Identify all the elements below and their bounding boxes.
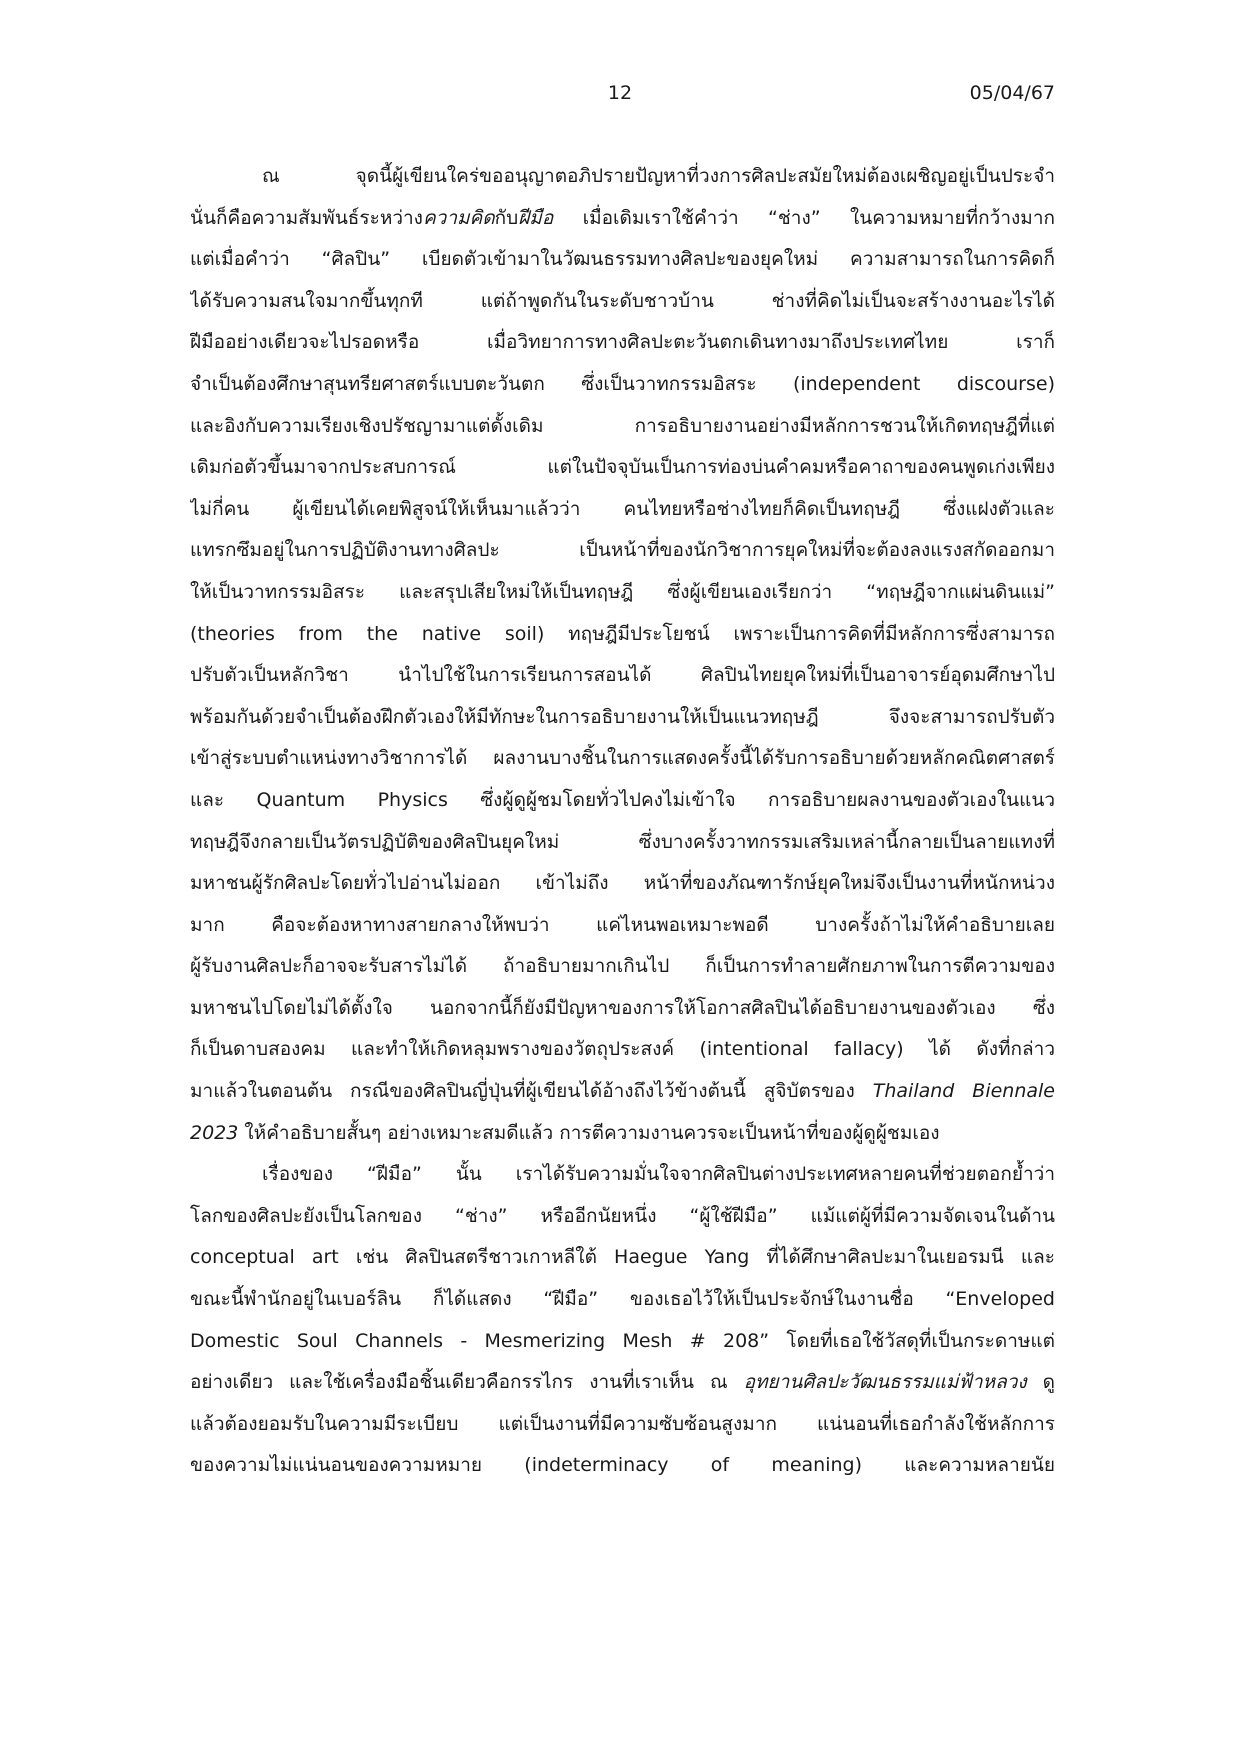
page-date: 05/04/67 (969, 82, 1055, 104)
text-line (190, 1321, 1055, 1363)
text-line (190, 1279, 1055, 1321)
text-span: ของความไม่แน่นอนของความหมาย (indeterminacy of meaning) และความหลายนัย (190, 1454, 1055, 1477)
text-line (190, 738, 1055, 780)
text-line (190, 822, 1055, 864)
text-line (190, 1196, 1055, 1238)
text-line (190, 946, 1055, 988)
text-span: ไม่กี่คน ผู้เขียนได้เคยพิสูจน์ให้เห็นมาแล้วว่า คนไทยหรือช่างไทยก็คิดเป็นทฤษฎี ซึ่งแฝงตัวและ (190, 497, 1055, 520)
italic-text: Thailand Biennale (872, 1080, 1055, 1103)
text-span: ให้คำอธิบายสั้นๆ อย่างเหมาะสมดีแล้ว การตีความงานควรจะเป็นหน้าที่ของผู้ดูผู้ชมเอง (238, 1121, 940, 1144)
text-span: อย่างเดียว และใช้เครื่องมือชิ้นเดียวคือกรรไกร งานที่เราเห็น ณ (190, 1371, 744, 1394)
page-number: 12 (607, 82, 633, 104)
text-span: เมื่อเดิมเราใช้คำว่า “ช่าง” ในความหมายที่กว้างมาก (553, 206, 1055, 229)
text-span: ดู (1026, 1371, 1055, 1394)
text-span: มาแล้วในตอนต้น กรณีของศิลปินญี่ปุ่นที่ผู้เขียนได้อ้างถึงไว้ข้างต้นนี้ สูจิบัตรของ (190, 1080, 873, 1103)
text-span: จำเป็นต้องศึกษาสุนทรียศาสตร์แบบตะวันตก ซึ่งเป็นวาทกรรมอิสระ (independent discourse) (190, 372, 1055, 395)
text-line (190, 156, 1055, 198)
text-span: Domestic Soul Channels - Mesmerizing Mesh # 208” โดยที่เธอใช้วัสดุที่เป็นกระดาษแต่ (190, 1329, 1055, 1352)
text-line (190, 780, 1055, 822)
paragraph-1 (190, 156, 1055, 1154)
text-span: ขณะนี้พำนักอยู่ในเบอร์ลิน ก็ได้แสดง “ฝีมือ” ของเธอไว้ให้เป็นประจักษ์ในงานชื่อ “Enveloped (190, 1288, 1055, 1311)
text-span: เรื่องของ “ฝีมือ” นั้น เราได้รับความมั่นใจจากศิลปินต่างประเทศหลายคนที่ช่วยตอกย้ำว่า (262, 1163, 1055, 1186)
text-span: ผู้รับงานศิลปะก็อาจจะรับสารไม่ได้ ถ้าอธิบายมากเกินไป ก็เป็นการทำลายศักยภาพในการตีความของ (190, 955, 1055, 978)
text-span: นั่นก็คือความสัมพันธ์ระหว่าง (190, 206, 423, 229)
italic-text: ฝีมือ (518, 206, 554, 229)
text-span: โลกของศิลปะยังเป็นโลกของ “ช่าง” หรืออีกนัยหนึ่ง “ผู้ใช้ฝีมือ” แม้แต่ผู้ที่มีความจัดเจนในด้าน (190, 1204, 1055, 1227)
text-line (190, 1362, 1055, 1404)
text-span: มหาชนไปโดยไม่ได้ตั้งใจ นอกจากนี้ก็ยังมีปัญหาของการให้โอกาสศิลปินได้อธิบายงานของตัวเอง ซึ่ง (190, 996, 1055, 1019)
body-text (190, 156, 1055, 1487)
text-span: และอิงกับความเรียงเชิงปรัชญามาแต่ดั้งเดิม การอธิบายงานอย่างมีหลักการชวนให้เกิดทฤษฎีที่แต่ (190, 414, 1055, 437)
italic-text: ความคิด (422, 206, 495, 229)
text-line (190, 530, 1055, 572)
text-span: มาก คือจะต้องหาทางสายกลางให้พบว่า แค่ไหนพอเหมาะพอดี บางครั้งถ้าไม่ให้คำอธิบายเลย (190, 913, 1055, 936)
text-line (190, 322, 1055, 364)
paragraph-2 (190, 1154, 1055, 1487)
text-span: ให้เป็นวาทกรรมอิสระ และสรุปเสียใหม่ให้เป็นทฤษฎี ซึ่งผู้เขียนเองเรียกว่า “ทฤษฎีจากแผ่นดินแม่” (190, 580, 1055, 603)
text-line (190, 572, 1055, 614)
text-line (190, 1113, 1055, 1155)
text-line (190, 406, 1055, 448)
text-span: ณ จุดนี้ผู้เขียนใคร่ขออนุญาตอภิปรายปัญหาที่วงการศิลปะสมัยใหม่ต้องเผชิญอยู่เป็นประจำ (262, 165, 1055, 187)
text-line (190, 697, 1055, 739)
text-span: ได้รับความสนใจมากขึ้นทุกที แต่ถ้าพูดกันในระดับชาวบ้าน ช่างที่คิดไม่เป็นจะสร้างงานอะไรได้ (190, 289, 1055, 312)
text-line (190, 239, 1055, 281)
text-line (190, 281, 1055, 323)
text-line (190, 447, 1055, 489)
text-line (190, 1237, 1055, 1279)
text-span: แทรกซึมอยู่ในการปฏิบัติงานทางศิลปะ เป็นหน้าที่ของนักวิชาการยุคใหม่ที่จะต้องลงแรงสกัดออกมา (190, 539, 1055, 562)
text-span: (theories from the native soil) ทฤษฎีมีประโยชน์ เพราะเป็นการคิดที่มีหลักการซึ่งสามารถ (190, 622, 1055, 645)
text-span: ทฤษฎีจึงกลายเป็นวัตรปฏิบัติของศิลปินยุคใหม่ ซึ่งบางครั้งวาทกรรมเสริมเหล่านี้กลายเป็นลายแทงที่ (190, 830, 1055, 853)
text-span: ฝีมืออย่างเดียวจะไปรอดหรือ เมื่อวิทยาการทางศิลปะตะวันตกเดินทางมาถึงประเทศไทย เราก็ (190, 331, 1055, 354)
text-line (190, 198, 1055, 240)
text-line (190, 863, 1055, 905)
text-line (190, 614, 1055, 656)
text-line (190, 655, 1055, 697)
text-line (190, 489, 1055, 531)
italic-text: 2023 (190, 1121, 239, 1144)
text-line (190, 1445, 1055, 1487)
text-span: มหาชนผู้รักศิลปะโดยทั่วไปอ่านไม่ออก เข้าไม่ถึง หน้าที่ของภัณฑารักษ์ยุคใหม่จึงเป็นงานที่หนักหน่วง (190, 872, 1055, 895)
text-span: พร้อมกันด้วยจำเป็นต้องฝึกตัวเองให้มีทักษะในการอธิบายงานให้เป็นแนวทฤษฎี จึงจะสามารถปรับตัว (190, 705, 1055, 728)
text-line (190, 905, 1055, 947)
text-line (190, 988, 1055, 1030)
text-span: กับ (494, 206, 519, 229)
text-span: conceptual art เช่น ศิลปินสตรีชาวเกาหลีใต้ Haegue Yang ที่ได้ศึกษาศิลปะมาในเยอรมนี และ (190, 1246, 1055, 1269)
text-line (190, 1071, 1055, 1113)
text-span: แต่เมื่อคำว่า “ศิลปิน” เบียดตัวเข้ามาในวัฒนธรรมทางศิลปะของยุคใหม่ ความสามารถในการคิดก็ (190, 248, 1055, 271)
text-span: เดิมก่อตัวขึ้นมาจากประสบการณ์ แต่ในปัจจุบันเป็นการท่องบ่นคำคมหรือคาถาของคนพูดเก่งเพียง (190, 456, 1055, 479)
italic-text: อุทยานศิลปะวัฒนธรรมแม่ฟ้าหลวง (743, 1371, 1027, 1394)
text-span: ปรับตัวเป็นหลักวิชา นำไปใช้ในการเรียนการสอนได้ ศิลปินไทยยุคใหม่ที่เป็นอาจารย์อุดมศึกษาไป (190, 664, 1055, 687)
text-span: และ Quantum Physics ซึ่งผู้ดูผู้ชมโดยทั่วไปคงไม่เข้าใจ การอธิบายผลงานของตัวเองในแนว (190, 788, 1055, 811)
text-line (190, 1029, 1055, 1071)
text-line (190, 1154, 1055, 1196)
text-line (190, 364, 1055, 406)
text-span: เข้าสู่ระบบตำแหน่งทางวิชาการได้ ผลงานบางชิ้นในการแสดงครั้งนี้ได้รับการอธิบายด้วยหลักคณิตศาสตร์ (190, 747, 1055, 770)
text-line (190, 1404, 1055, 1446)
text-span: ก็เป็นดาบสองคม และทำให้เกิดหลุมพรางของวัตถุประสงค์ (intentional fallacy) ได้ ดังที่กล่าว (190, 1038, 1055, 1061)
text-span: แล้วต้องยอมรับในความมีระเบียบ แต่เป็นงานที่มีความซับซ้อนสูงมาก แน่นอนที่เธอกำลังใช้หลักการ (190, 1412, 1055, 1435)
